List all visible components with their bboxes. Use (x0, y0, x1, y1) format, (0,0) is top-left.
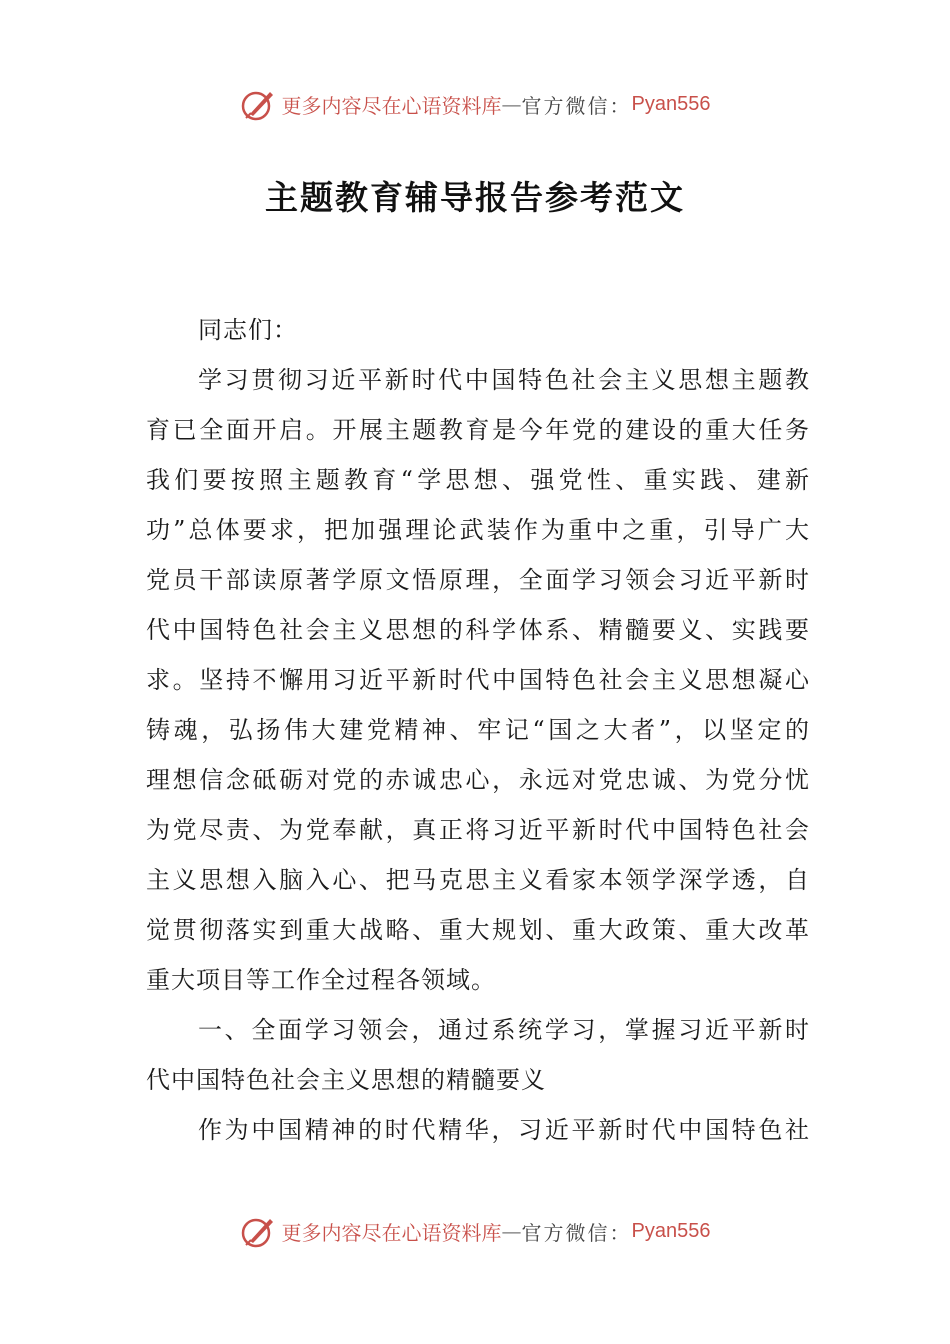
body-line: 功”总体要求，把加强理论武装作为重中之重，引导广大 (146, 516, 810, 544)
body-line: 主义思想入脑入心、把马克思主义看家本领学深学透，自 (146, 866, 810, 894)
header-banner (0, 84, 950, 124)
banner-label: 官方微信： (521, 93, 632, 118)
quill-pen-logo-icon (240, 1213, 276, 1249)
banner-separator: — (501, 92, 522, 116)
document-body (146, 305, 810, 1155)
body-line: 作为中国精神的时代精华，习近平新时代中国特色社 (198, 1116, 810, 1144)
banner-label: 官方微信： (521, 1220, 632, 1245)
body-line: 代中国特色社会主义思想的科学体系、精髓要义、实践要 (146, 616, 810, 644)
body-line: 求。坚持不懈用习近平新时代中国特色社会主义思想凝心 (146, 666, 810, 694)
body-line: 育已全面开启。开展主题教育是今年党的建设的重大任务 (146, 416, 810, 444)
quill-pen-logo-icon (240, 86, 276, 122)
document-title: 主题教育辅导报告参考范文 (265, 178, 685, 217)
banner-text: 更多内容尽在心语资料库 (281, 1220, 502, 1245)
banner-text: 更多内容尽在心语资料库 (281, 93, 502, 118)
body-line: 重大项目等工作全过程各领域。 (146, 966, 496, 994)
banner-wechat-id: Pyan556 (631, 1219, 711, 1242)
banner-wechat-id: Pyan556 (631, 92, 711, 115)
section-heading-line: 代中国特色社会主义思想的精髓要义 (146, 1066, 546, 1094)
body-line: 学习贯彻习近平新时代中国特色社会主义思想主题教 (198, 366, 810, 394)
body-line: 党员干部读原著学原文悟原理，全面学习领会习近平新时 (146, 566, 810, 594)
body-line: 我们要按照主题教育“学思想、强党性、重实践、建新 (146, 466, 810, 494)
salutation-line: 同志们： (198, 316, 298, 344)
banner-separator: — (501, 1219, 522, 1243)
footer-banner (0, 1211, 950, 1251)
body-line: 理想信念砥砺对党的赤诚忠心，永远对党忠诚、为党分忧 (146, 766, 810, 794)
body-line: 铸魂，弘扬伟大建党精神、牢记“国之大者”，以坚定的 (146, 716, 810, 744)
section-heading-line: 一、全面学习领会，通过系统学习，掌握习近平新时 (198, 1016, 810, 1044)
body-line: 觉贯彻落实到重大战略、重大规划、重大政策、重大改革 (146, 916, 810, 944)
body-line: 为党尽责、为党奉献，真正将习近平新时代中国特色社会 (146, 816, 810, 844)
